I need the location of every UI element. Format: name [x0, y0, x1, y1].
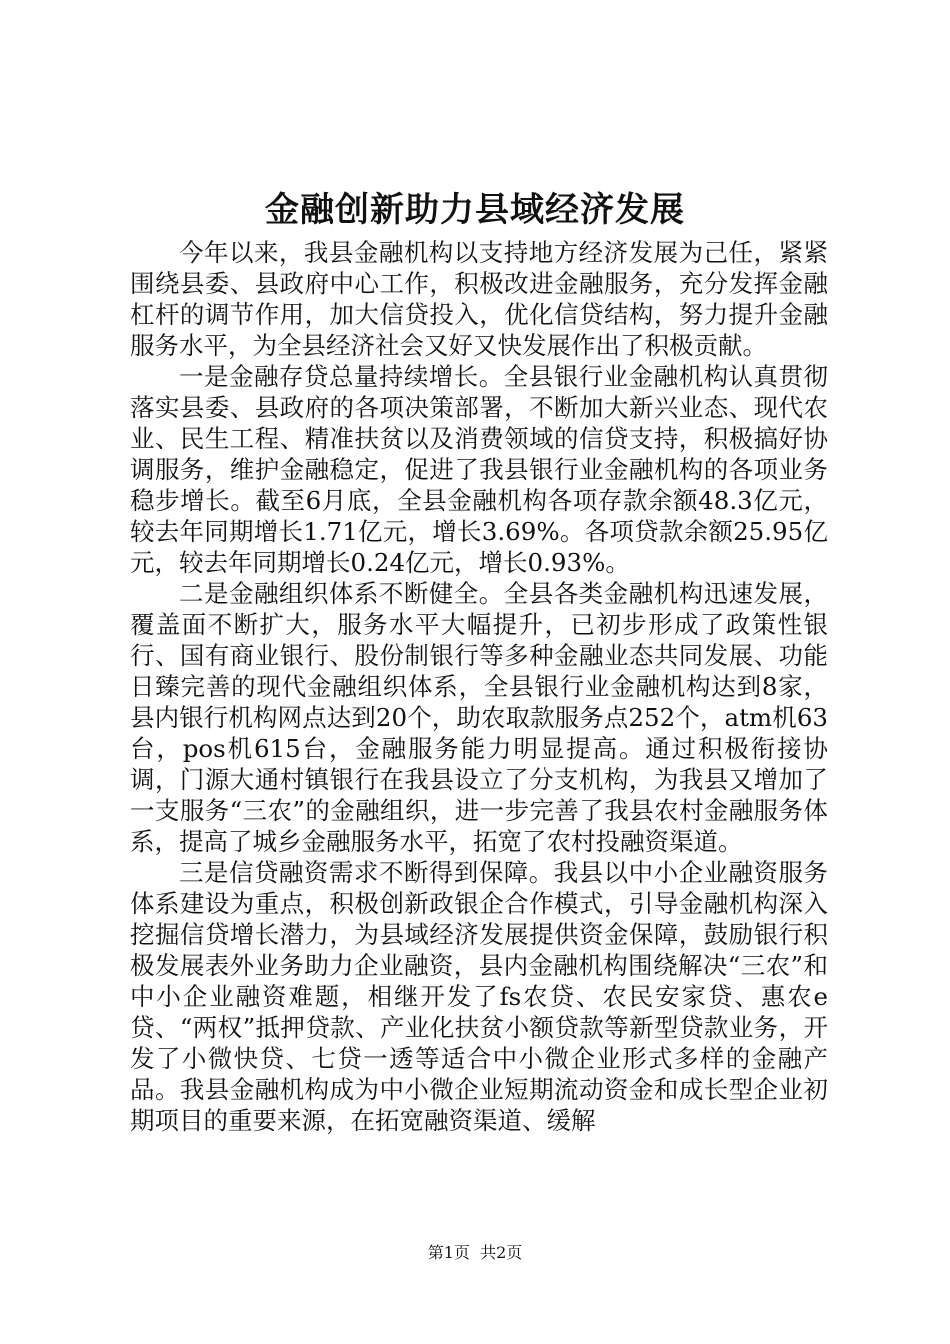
- paragraph-deposits-loans: 一是金融存贷总量持续增长。全县银行业金融机构认真贯彻落实县委、县政府的各项决策部署，不断加大新兴业态、现代农业、民生工程、精准扶贫以及消费领域的信贷支持，积极搞好协调服务，维护金融稳定，促进了我县银行业金融机构的各项业务稳步增长。截至6月底，全县金融机构各项存款余额48.3亿元，较去年同期增长1.71亿元，增长3.69%。各项贷款余额25.95亿元，较去年同期增长0.24亿元，增长0.93%。: [130, 362, 828, 577]
- document-title: 金融创新助力县域经济发展: [265, 190, 685, 230]
- paragraph-financial-system: 二是金融组织体系不断健全。全县各类金融机构迅速发展，覆盖面不断扩大，服务水平大幅提升，已初步形成了政策性银行、国有商业银行、股份制银行等多种金融业态共同发展、功能日臻完善的现代金融组织体系，全县银行业金融机构达到8家，县内银行机构网点达到20个，助农取款服务点252个，atm机63台，pos机615台，金融服务能力明显提高。通过积极衔接协调，门源大通村镇银行在我县设立了分支机构，为我县又增加了一支服务“三农”的金融组织，进一步完善了我县农村金融服务体系，提高了城乡金融服务水平，拓宽了农村投融资渠道。: [130, 579, 828, 856]
- page-footer: [0, 1243, 950, 1263]
- paragraph-credit-financing: 三是信贷融资需求不断得到保障。我县以中小企业融资服务体系建设为重点，积极创新政银企合作模式，引导金融机构深入挖掘信贷增长潜力，为县域经济发展提供资金保障，鼓励银行积极发展表外业务助力企业融资，县内金融机构围绕解决“三农”和中小企业融资难题，相继开发了fs农贷、农民安家贷、惠农e贷、“两权”抵押贷款、产业化扶贫小额贷款等新型贷款业务，开发了小微快贷、七贷一透等适合中小微企业形式多样的金融产品。我县金融机构成为中小微企业短期流动资金和成长型企业初期项目的重要来源，在拓宽融资渠道、缓解: [130, 858, 828, 1135]
- page-total: 共2页: [480, 1243, 523, 1262]
- page-number: 第1页: [427, 1243, 470, 1262]
- document-body: [130, 237, 828, 1136]
- footer-spacer: [470, 1243, 480, 1262]
- paragraph-intro: 今年以来，我县金融机构以支持地方经济发展为己任，紧紧围绕县委、县政府中心工作，积极改进金融服务，充分发挥金融杠杆的调节作用，加大信贷投入，优化信贷结构，努力提升金融服务水平，为全县经济社会又好又快发展作出了积极贡献。: [130, 238, 828, 360]
